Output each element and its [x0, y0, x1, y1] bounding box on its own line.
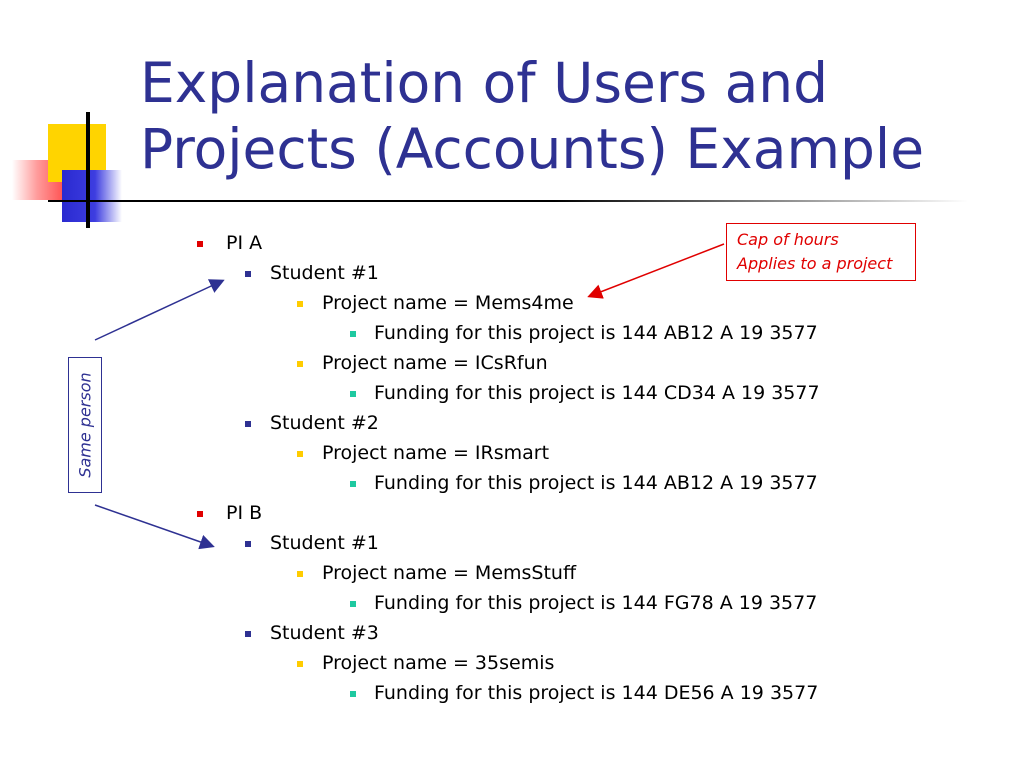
slide-title: Explanation of Users and Projects (Accounts) Example — [140, 51, 925, 181]
student-item: Student #1 — [270, 262, 379, 284]
pi-item: PI B — [226, 502, 263, 524]
same-person-arrow-down — [95, 505, 212, 546]
project-item: Project name = 35semis — [322, 652, 555, 674]
cap-callout-line-1: Cap of hours — [737, 230, 839, 249]
student-item: Student #2 — [270, 412, 379, 434]
funding-item: Funding for this project is 144 AB12 A 19 3577 — [374, 322, 818, 344]
funding-item: Funding for this project is 144 DE56 A 19 3577 — [374, 682, 819, 704]
funding-item: Funding for this project is 144 AB12 A 19 3577 — [374, 472, 818, 494]
same-person-label: Same person — [75, 372, 95, 478]
student-item: Student #3 — [270, 622, 379, 644]
pi-item: PI A — [226, 232, 263, 254]
funding-item: Funding for this project is 144 CD34 A 19 3577 — [374, 382, 820, 404]
cap-arrow — [590, 244, 724, 296]
same-person-arrow-up — [95, 281, 222, 340]
project-item: Project name = MemsStuff — [322, 562, 577, 584]
funding-item: Funding for this project is 144 FG78 A 19 3577 — [374, 592, 818, 614]
project-item: Project name = IRsmart — [322, 442, 550, 464]
student-item: Student #1 — [270, 532, 379, 554]
project-item: Project name = ICsRfun — [322, 352, 548, 374]
project-item: Project name = Mems4me — [322, 292, 574, 314]
cap-callout-line-2: Applies to a project — [737, 254, 893, 273]
